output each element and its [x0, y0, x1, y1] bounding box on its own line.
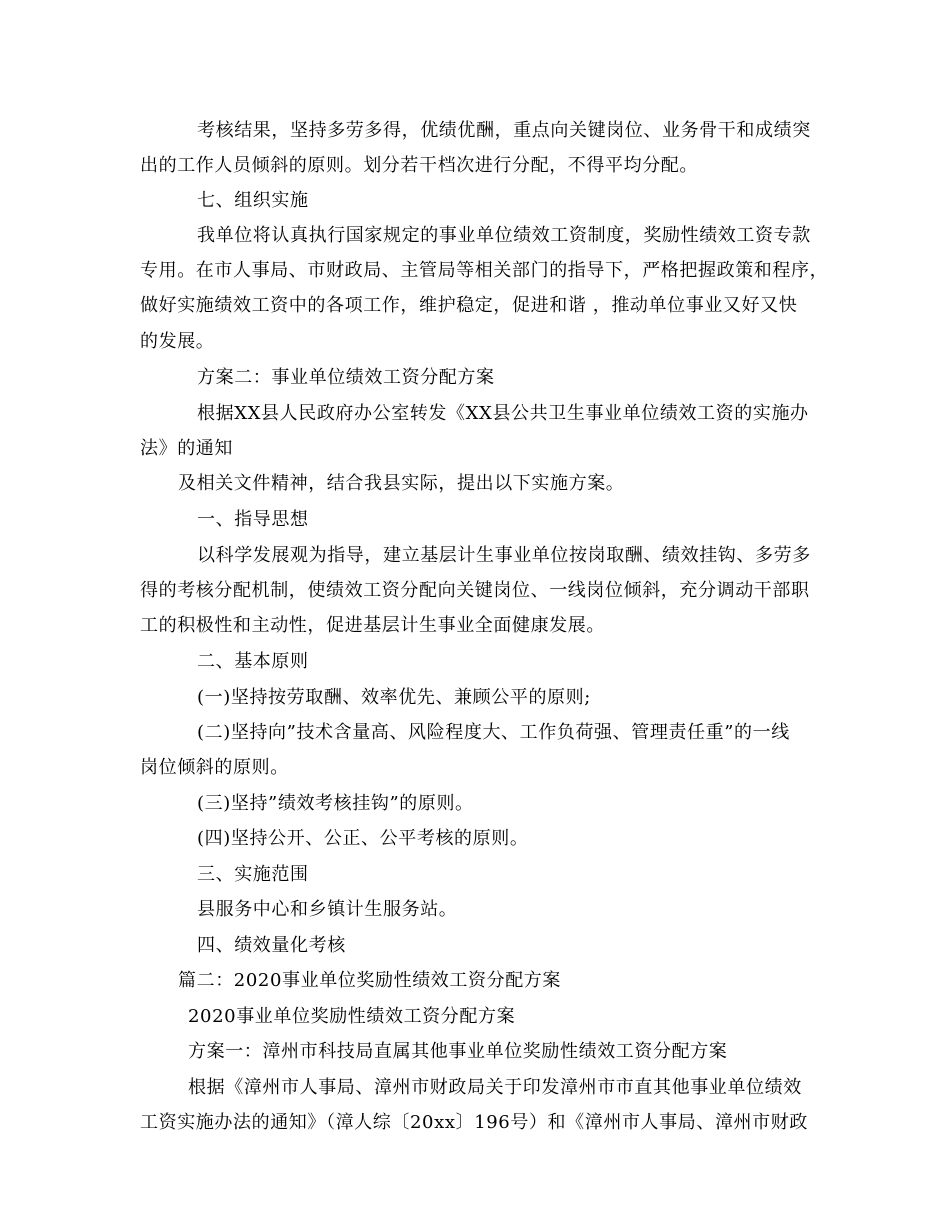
paragraph-line: 专用。在市人事局、市财政局、主管局等相关部门的指导下，严格把握政策和程序，: [140, 260, 829, 281]
paragraph-line: 法》的通知: [140, 438, 233, 459]
paragraph-line: 以科学发展观为指导，建立基层计生事业单位按岗取酬、绩效挂钩、多劳多: [197, 545, 811, 566]
paragraph-line: 工的积极性和主动性，促进基层计生事业全面健康发展。: [140, 615, 605, 636]
list-item: (三)坚持”绩效考核挂钩”的原则。: [197, 793, 474, 814]
section-heading: 方案一：漳州市科技局直属其他事业单位奖励性绩效工资分配方案: [188, 1041, 728, 1062]
paragraph-line: 根据XX县人民政府办公室转发《XX县公共卫生事业单位绩效工资的实施办: [197, 403, 809, 424]
paragraph-line: 的发展。: [140, 331, 215, 352]
section-heading: 方案二：事业单位绩效工资分配方案: [197, 367, 495, 388]
paragraph-line: 做好实施绩效工资中的各项工作，维护稳定，促进和谐 ，推动单位事业又好又快: [140, 295, 798, 316]
list-item: (二)坚持向”技术含量高、风险程度大、工作负荷强、管理责任重”的一线: [197, 722, 790, 743]
paragraph-line: 考核结果，坚持多劳多得，优绩优酬，重点向关键岗位、业务骨干和成绩突: [197, 120, 811, 141]
paragraph-line: 我单位将认真执行国家规定的事业单位绩效工资制度，奖励性绩效工资专款: [197, 225, 811, 246]
paragraph-line: 得的考核分配机制，使绩效工资分配向关键岗位、一线岗位倾斜，充分调动干部职: [140, 580, 810, 601]
section-heading: 七、组织实施: [197, 190, 309, 211]
list-item: (四)坚持公开、公正、公平考核的原则。: [197, 828, 529, 849]
section-heading: 一、指导思想: [197, 509, 309, 530]
paragraph-line: 县服务中心和乡镇计生服务站。: [197, 899, 458, 920]
paragraph-line: 岗位倾斜的原则。: [140, 757, 289, 778]
section-heading: 四、绩效量化考核: [197, 935, 346, 956]
section-heading: 三、实施范围: [197, 864, 309, 885]
paragraph-line: 根据《漳州市人事局、漳州市财政局关于印发漳州市市直其他事业单位绩效: [188, 1077, 802, 1098]
paragraph-line: 及相关文件精神，结合我县实际，提出以下实施方案。: [178, 473, 625, 494]
chapter-heading: 2020事业单位奖励性绩效工资分配方案: [188, 1006, 516, 1027]
paragraph-line: 出的工作人员倾斜的原则。划分若干档次进行分配，不得平均分配。: [140, 155, 698, 176]
list-item: (一)坚持按劳取酬、效率优先、兼顾公平的原则;: [197, 687, 591, 708]
section-heading: 二、基本原则: [197, 651, 309, 672]
chapter-heading: 篇二：2020事业单位奖励性绩效工资分配方案: [178, 970, 562, 991]
paragraph-line: 工资实施办法的通知》（漳人综〔20xx〕196号）和《漳州市人事局、漳州市财政: [140, 1112, 808, 1133]
